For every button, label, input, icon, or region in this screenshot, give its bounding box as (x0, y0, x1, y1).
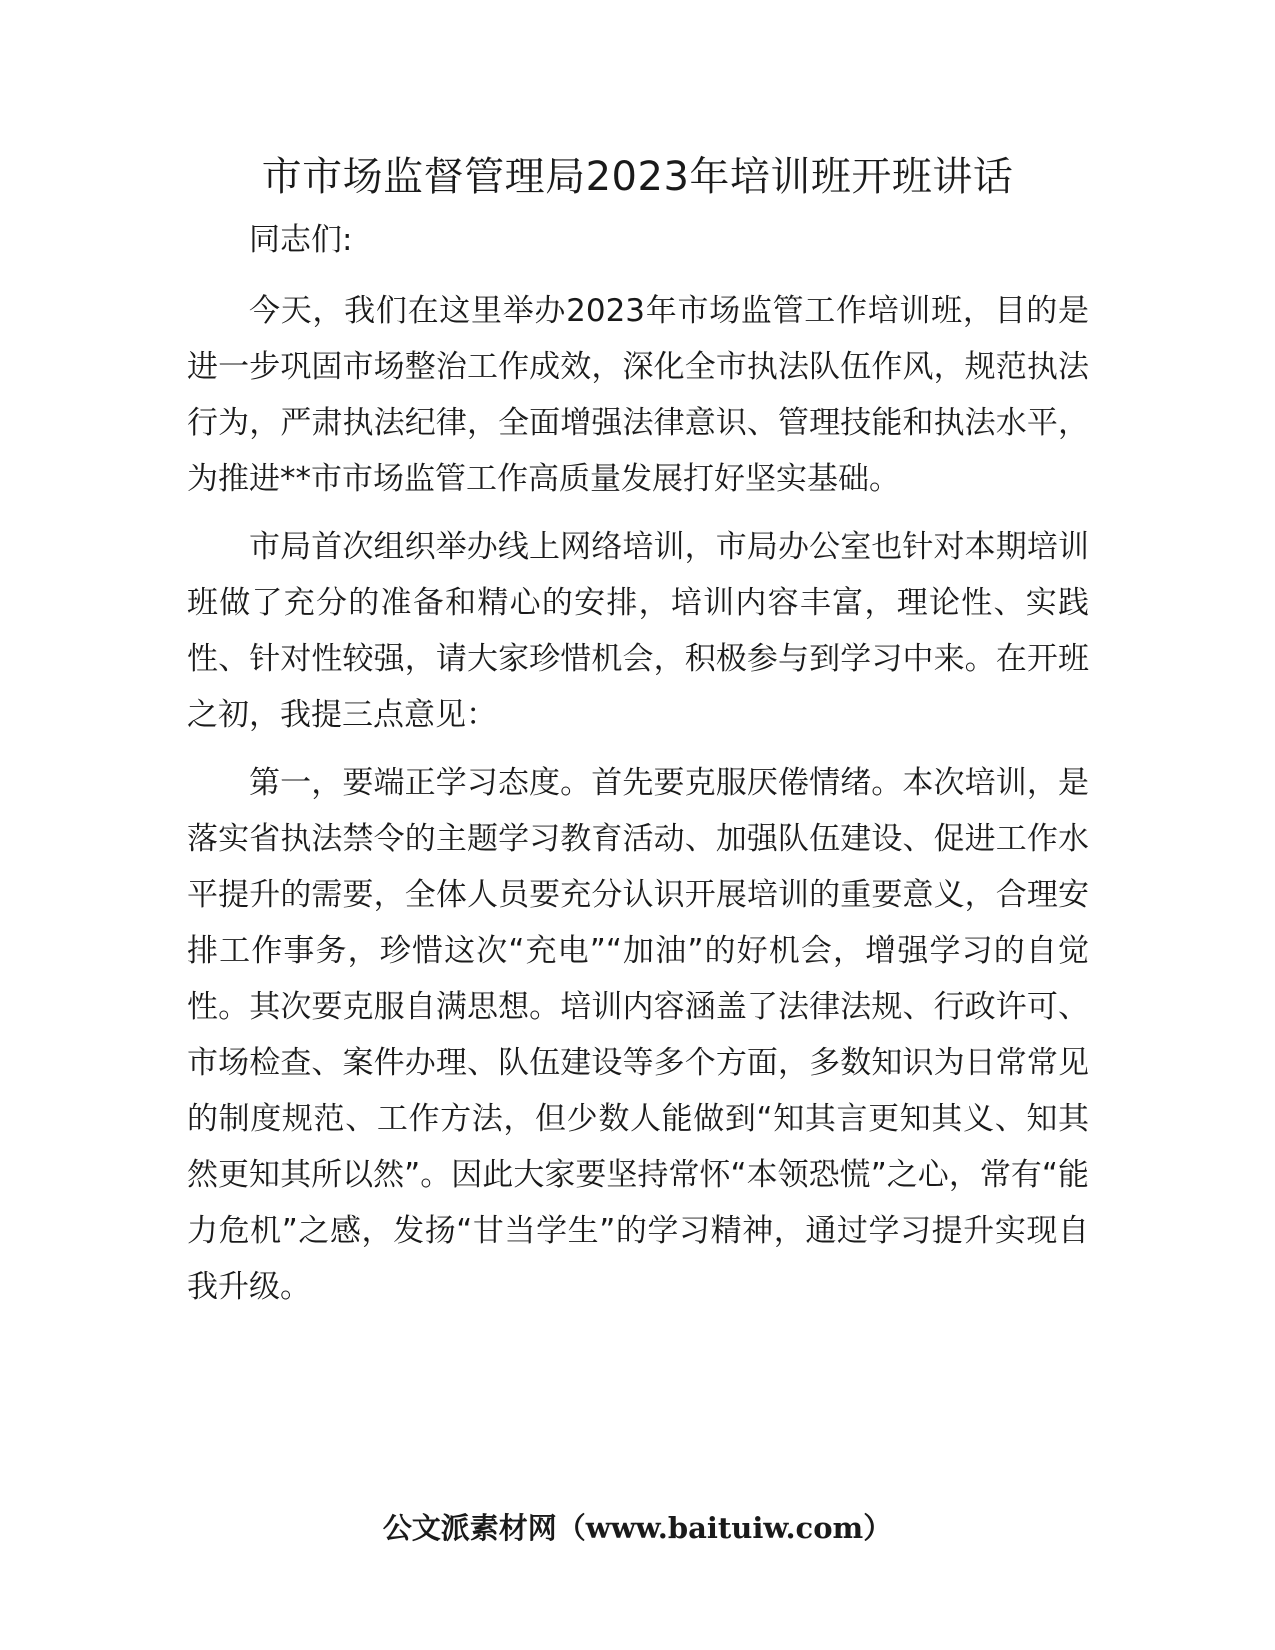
paragraph-2: 市局首次组织举办线上网络培训，市局办公室也针对本期培训班做了充分的准备和精心的安排，培训内容丰富，理论性、实践性、针对性较强，请大家珍惜机会，积极参与到学习中来。在开班之初，我提三点意见： (187, 529, 1089, 733)
document-title: 市市场监督管理局2023年培训班开班讲话 (261, 154, 1014, 200)
paragraph-1: 今天，我们在这里举办2023年市场监管工作培训班，目的是进一步巩固市场整治工作成效，深化全市执法队伍作风，规范执法行为，严肃执法纪律，全面增强法律意识、管理技能和执法水平，为推进**市市场监管工作高质量发展打好坚实基础。 (187, 293, 1089, 497)
greeting-line: 同志们: (249, 222, 353, 258)
document-body (187, 212, 1089, 1327)
paragraph-3: 第一，要端正学习态度。首先要克服厌倦情绪。本次培训，是落实省执法禁令的主题学习教育活动、加强队伍建设、促进工作水平提升的需要，全体人员要充分认识开展培训的重要意义，合理安排工作事务，珍惜这次“充电”“加油”的好机会，增强学习的自觉性。其次要克服自满思想。培训内容涵盖了法律法规、行政许可、市场检查、案件办理、队伍建设等多个方面，多数知识为日常常见的制度规范、工作方法，但少数人能做到“知其言更知其义、知其然更知其所以然”。因此大家要坚持常怀“本领恐慌”之心，常有“能力危机”之感，发扬“甘当学生”的学习精神，通过学习提升实现自我升级。 (187, 765, 1089, 1305)
source-footer: 公文派素材网（www.baituiw.com） (382, 1511, 893, 1545)
